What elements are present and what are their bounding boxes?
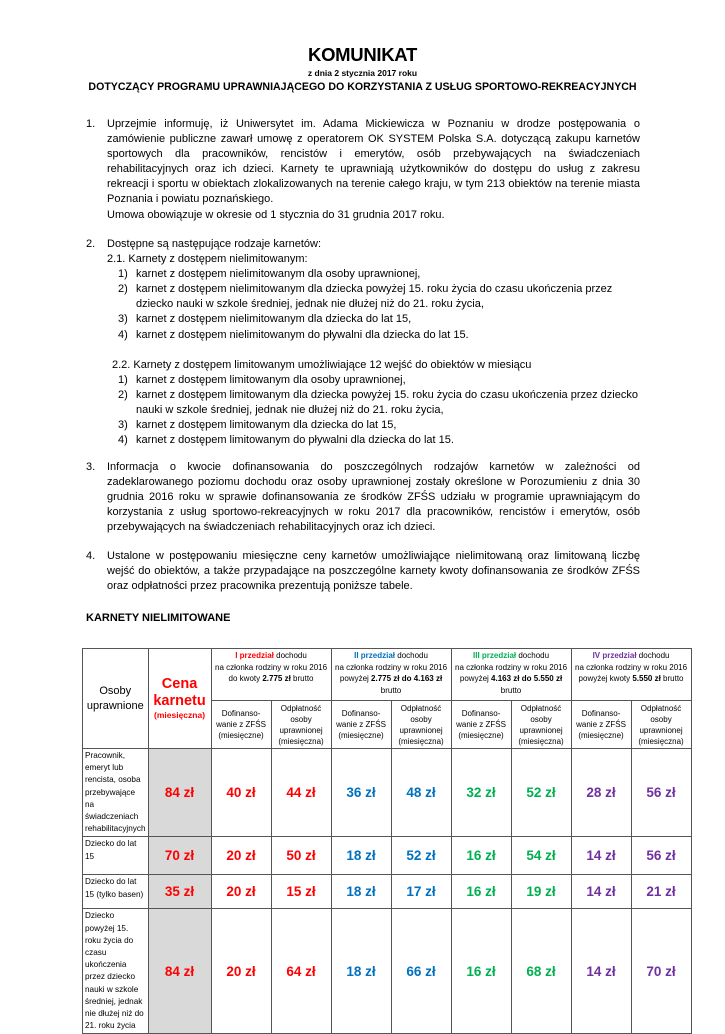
- payment-cell: 48 zł: [391, 749, 451, 837]
- payment-cell: 15 zł: [271, 875, 331, 909]
- list-text: karnet z dostępem nielimitowanym dla osoby uprawnionej,: [136, 268, 421, 281]
- table-title: KARNETY NIELIMITOWANE: [86, 612, 231, 624]
- list-number: 4): [118, 328, 128, 341]
- subsidy-cell: 32 zł: [451, 749, 511, 837]
- payment-cell: 54 zł: [511, 837, 571, 875]
- bracket-text: dochodu: [273, 651, 307, 660]
- table-row: [83, 837, 692, 875]
- bracket-amount: 4.163 zł do 5.550 zł: [491, 674, 563, 683]
- list-item: [86, 328, 640, 343]
- list-item: [86, 418, 640, 433]
- bracket-label: III przedział: [473, 651, 517, 660]
- bracket-text: na członka rodziny w roku 2016 powyżej: [335, 662, 448, 683]
- bracket-amount: 5.550 zł: [632, 674, 661, 683]
- income-bracket-header: [211, 649, 331, 701]
- list-number: 1): [118, 268, 128, 281]
- list-number: 1): [118, 373, 128, 386]
- list-number: 4): [118, 434, 128, 447]
- list-item: [86, 388, 640, 418]
- subsidy-cell: 16 zł: [451, 875, 511, 909]
- bracket-text: dochodu: [395, 651, 428, 660]
- subsidy-cell: 14 zł: [571, 837, 631, 875]
- income-bracket-header: [571, 649, 691, 701]
- payment-cell: 52 zł: [511, 749, 571, 837]
- header-cena: [148, 649, 211, 749]
- section-intro: Dostępne są następujące rodzaje karnetów:: [107, 238, 322, 250]
- list-number: 2): [118, 388, 128, 401]
- list-text: karnet z dostępem nielimitowanym dla dziecka powyżej 15. roku życia do czasu ukończenia przez dziecko nauki w szkole średniej, jednak nie dłużej niż do 21. roku życia,: [136, 283, 613, 311]
- subheader-dofinansowanie: Dofinanso-wanie z ZFŚS (miesięczne): [571, 701, 631, 749]
- subsidy-cell: 14 zł: [571, 875, 631, 909]
- subsidy-cell: 16 zł: [451, 909, 511, 1034]
- bracket-text: na członka rodziny w roku 2016 do kwoty: [215, 662, 328, 683]
- section-number: 3.: [86, 461, 96, 473]
- bracket-text: dochodu: [636, 651, 670, 660]
- list-text: karnet z dostępem limitowanym dla osoby uprawnionej,: [136, 373, 406, 386]
- pricing-table: [82, 648, 692, 1034]
- list-text: karnet z dostępem nielimitowanym do pływalni dla dziecka do lat 15.: [136, 328, 469, 341]
- payment-cell: 44 zł: [271, 749, 331, 837]
- payment-cell: 70 zł: [631, 909, 691, 1034]
- subsidy-cell: 28 zł: [571, 749, 631, 837]
- subsidy-cell: 20 zł: [211, 875, 271, 909]
- page-title: KOMUNIKAT: [308, 44, 417, 65]
- subsidy-cell: 20 zł: [211, 837, 271, 875]
- bracket-text: brutto: [660, 674, 684, 683]
- bracket-label: I przedział: [235, 651, 274, 660]
- bracket-text: brutto: [380, 685, 402, 695]
- subsidy-cell: 20 zł: [211, 909, 271, 1034]
- list-item: [86, 282, 640, 312]
- document-date: z dnia 2 stycznia 2017 roku: [307, 68, 418, 78]
- payment-cell: 56 zł: [631, 837, 691, 875]
- row-label: Dziecko do lat 15: [83, 837, 149, 875]
- list-text: karnet z dostępem limitowanym do pływalni dla dziecka do lat 15.: [136, 434, 454, 447]
- bracket-amount: 2.775 zł: [262, 674, 291, 683]
- section-number: 4.: [86, 550, 96, 562]
- header-cena-sub: (miesięczna): [154, 710, 206, 720]
- bracket-text: brutto: [290, 674, 314, 683]
- document-subtitle: DOTYCZĄCY PROGRAMU UPRAWNIAJĄCEGO DO KORZYSTANIA Z USŁUG SPORTOWO-REKREACYJNYCH: [88, 81, 637, 93]
- section-number: 2.: [86, 238, 96, 250]
- bracket-text: na członka rodziny w roku 2016 powyżej: [455, 662, 568, 683]
- income-bracket-header: [451, 649, 571, 701]
- subsidy-cell: 18 zł: [331, 909, 391, 1034]
- subheader-odplatnosc: Odpłatność osoby uprawnionej (miesięczna): [391, 701, 451, 749]
- bracket-text: dochodu: [516, 651, 550, 660]
- section-4: [86, 549, 640, 594]
- row-label: Pracownik, emeryt lub rencista, osoba przebywające na świadczeniach rehabilitacyjnych: [83, 749, 149, 837]
- row-label: Dziecko do lat 15 (tylko basen): [83, 875, 149, 909]
- payment-cell: 19 zł: [511, 875, 571, 909]
- price-cell: 35 zł: [148, 875, 211, 909]
- list-item: [86, 267, 640, 282]
- list-text: karnet z dostępem nielimitowanym dla dziecka do lat 15,: [136, 313, 412, 326]
- subsection-heading: 2.1. Karnety z dostępem nielimitowanym:: [107, 253, 308, 266]
- price-cell: 84 zł: [148, 749, 211, 837]
- list-item: [86, 312, 640, 327]
- bracket-amount: 2.775 zł do 4.163 zł: [371, 674, 443, 683]
- subsidy-cell: 16 zł: [451, 837, 511, 875]
- list-number: 2): [118, 283, 128, 296]
- subheader-dofinansowanie: Dofinanso-wanie z ZFŚS (miesięczne): [451, 701, 511, 749]
- payment-cell: 21 zł: [631, 875, 691, 909]
- section-2: [86, 237, 640, 448]
- list-number: 3): [118, 313, 128, 326]
- bracket-label: IV przedział: [592, 651, 637, 660]
- subsidy-cell: 40 zł: [211, 749, 271, 837]
- subheader-dofinansowanie: Dofinanso-wanie z ZFŚS (miesięczne): [211, 701, 271, 749]
- payment-cell: 17 zł: [391, 875, 451, 909]
- income-bracket-header: [331, 649, 451, 701]
- row-label: Dziecko powyżej 15. roku życia do czasu ukończenia przez dziecko nauki w szkole średniej, jednak nie dłużej niż do 21. roku życia: [83, 909, 149, 1034]
- payment-cell: 52 zł: [391, 837, 451, 875]
- payment-cell: 68 zł: [511, 909, 571, 1034]
- section-text-2: Umowa obowiązuje w okresie od 1 stycznia do 31 grudnia 2017 roku.: [107, 208, 445, 221]
- header-osoby: Osoby uprawnione: [83, 649, 149, 749]
- table-row: [83, 909, 692, 1034]
- section-text: Ustalone w postępowaniu miesięczne ceny karnetów umożliwiające nielimitowaną oraz limitowaną liczbę wejść do obiektów, a także przypadające na poszczególne karnety kwoty dofinansowania ze środków ZFŚS oraz odpłatności przez pracownika prezentują poniższe tabele.: [107, 550, 640, 593]
- payment-cell: 66 zł: [391, 909, 451, 1034]
- bracket-text: brutto: [500, 685, 522, 695]
- bracket-label: II przedział: [354, 651, 396, 660]
- section-3: [86, 460, 640, 535]
- table-row: [83, 875, 692, 909]
- list-item: [86, 373, 640, 388]
- payment-cell: 50 zł: [271, 837, 331, 875]
- subheader-odplatnosc: Odpłatność osoby uprawnionej (miesięczna): [511, 701, 571, 749]
- list-item: [86, 433, 640, 448]
- price-cell: 70 zł: [148, 837, 211, 875]
- bracket-text: na członka rodziny w roku 2016 powyżej kwoty: [575, 662, 688, 683]
- subheader-dofinansowanie: Dofinanso-wanie z ZFŚS (miesięczne): [331, 701, 391, 749]
- price-cell: 84 zł: [148, 909, 211, 1034]
- subsidy-cell: 18 zł: [331, 875, 391, 909]
- subsection-heading: 2.2. Karnety z dostępem limitowanym umożliwiające 12 wejść do obiektów w miesiącu: [112, 358, 532, 371]
- subsidy-cell: 18 zł: [331, 837, 391, 875]
- payment-cell: 64 zł: [271, 909, 331, 1034]
- section-number: 1.: [86, 118, 96, 130]
- subheader-odplatnosc: Odpłatność osoby uprawnionej (miesięczna): [631, 701, 691, 749]
- list-text: karnet z dostępem limitowanym dla dziecka do lat 15,: [136, 419, 397, 432]
- table-row: [83, 749, 692, 837]
- list-number: 3): [118, 419, 128, 432]
- section-text: Informacja o kwocie dofinansowania do poszczególnych rodzajów karnetów w zależności od zadeklarowanego poziomu dochodu oraz osoby uprawnionej zostały określone w Porozumieniu z dnia 30 grudnia 2016 roku w sprawie dofinansowania ze środków ZFŚS udziału w programie uprawniającym do korzystania z usług sportowo-rekreacyjnych w roku 2017 dla pracowników, rencistów i emerytów, osób przebywających na świadczeniach rehabilitacyjnych oraz ich dzieci.: [107, 461, 640, 534]
- section-1: [86, 117, 640, 223]
- list-text: karnet z dostępem limitowanym dla dziecka powyżej 15. roku życia do czasu ukończenia przez dziecko nauki w szkole średniej, jednak nie dłużej niż do 21. roku życia,: [136, 388, 638, 416]
- subsidy-cell: 14 zł: [571, 909, 631, 1034]
- header-cena-label: Cena karnetu: [153, 676, 206, 709]
- subheader-odplatnosc: Odpłatność osoby uprawnionej (miesięczna): [271, 701, 331, 749]
- payment-cell: 56 zł: [631, 749, 691, 837]
- section-text: Uprzejmie informuję, iż Uniwersytet im. Adama Mickiewicza w Poznaniu w drodze postępowania o zamówienie publiczne zawarł umowę z operatorem OK SYSTEM Polska S.A. dotyczącą zakupu karnetów sportowych dla pracowników, rencistów i emerytów, osób przebywających na świadczeniach rehabilitacyjnych oraz ich dzieci. Karnety te uprawniają użytkowników do dostępu do usług z zakresu rekreacji i sportu w obiektach zlokalizowanych na terenie całego kraju, w tym 213 obiektów na terenie miasta Poznania i powiatu poznańskiego.: [107, 118, 640, 206]
- subsidy-cell: 36 zł: [331, 749, 391, 837]
